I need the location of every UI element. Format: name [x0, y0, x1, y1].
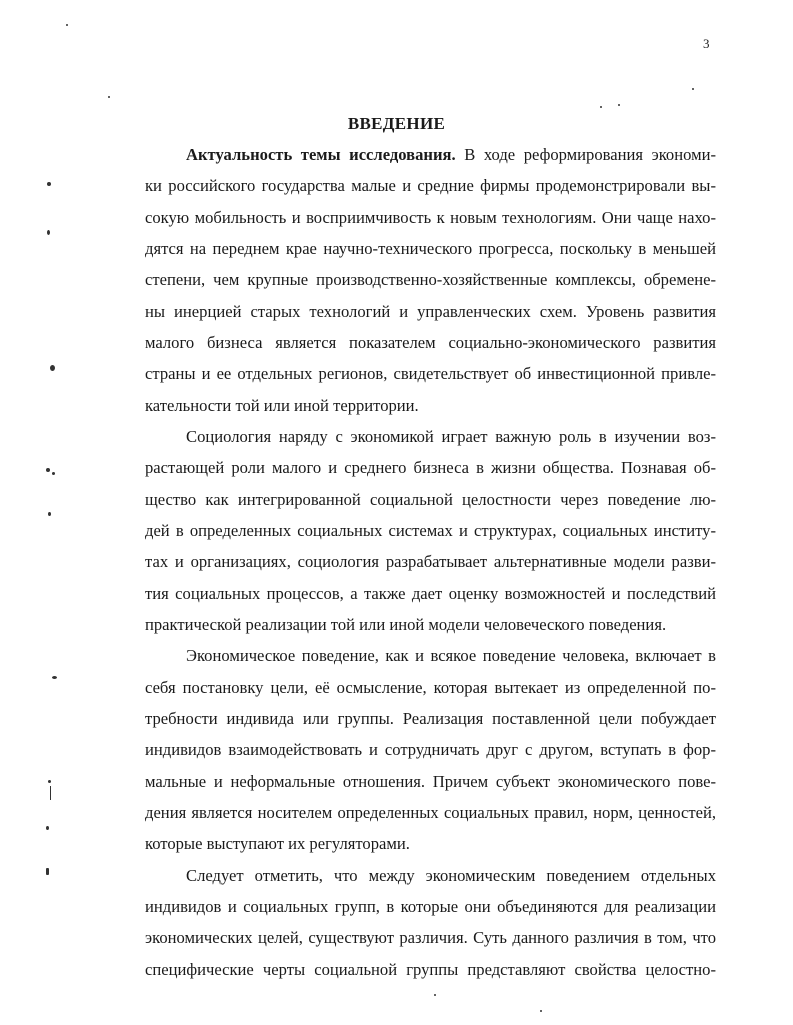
- scan-speck: [52, 676, 57, 679]
- lead-phrase: Актуальность темы исследования.: [186, 145, 456, 164]
- page-heading: ВВЕДЕНИЕ: [347, 114, 446, 133]
- text-line: себя постановку цели, её осмысление, которая вытекает из определенной по-: [145, 677, 716, 697]
- scan-speck: [66, 24, 68, 26]
- text-line: Социология наряду с экономикой играет важную роль в изучении воз-: [186, 426, 716, 446]
- text-line: требности индивида или группы. Реализация поставленной цели побуждает: [145, 708, 716, 728]
- scan-speck: [600, 106, 602, 108]
- text-line: степени, чем крупные производственно-хозяйственные комплексы, обремене-: [145, 270, 716, 290]
- scan-speck: [48, 780, 51, 783]
- text-line: тах и организациях, социология разрабатывает альтернативные модели разви-: [145, 552, 716, 572]
- scan-speck: [108, 96, 110, 98]
- text-line: экономических целей, существуют различия. Суть данного различия в том, что: [145, 928, 716, 948]
- scan-speck: [52, 472, 55, 475]
- text-line: Экономическое поведение, как и всякое поведение человека, включает в: [186, 646, 716, 666]
- text-line: сокую мобильность и восприимчивость к новым технологиям. Они чаще нахо-: [145, 207, 716, 227]
- scan-speck: [540, 1010, 542, 1012]
- text-line: индивидов и социальных групп, в которые они объединяются для реализации: [145, 896, 716, 916]
- text-line: ны инерцией старых технологий и управленческих схем. Уровень развития: [145, 301, 716, 321]
- text-line: мальные и неформальные отношения. Причем субъект экономического пове-: [145, 771, 716, 791]
- text-line: тия социальных процессов, а также дает оценку возможностей и последствий: [145, 583, 716, 603]
- text-line: дятся на переднем крае научно-технического прогресса, поскольку в меньшей: [145, 238, 716, 258]
- text-line: Актуальность темы исследования. В ходе реформирования экономи-: [186, 145, 716, 164]
- paragraph-1: [145, 139, 716, 421]
- scan-speck: [618, 104, 620, 106]
- text-line: практической реализации той или иной модели человеческого поведения.: [145, 614, 667, 634]
- text-line: дения является носителем определенных социальных правил, норм, ценностей,: [145, 802, 716, 822]
- text-line: растающей роли малого и среднего бизнеса в жизни общества. Познавая об-: [145, 458, 716, 478]
- text-line: кательности той или иной территории.: [145, 395, 419, 415]
- text-line: которые выступают их регуляторами.: [145, 834, 410, 854]
- page-number: 3: [703, 36, 710, 51]
- body-text: [145, 139, 716, 985]
- scan-speck: [46, 868, 49, 875]
- scan-speck: [47, 182, 51, 186]
- scan-speck: [50, 365, 55, 371]
- text-line: малого бизнеса является показателем социально-экономического развития: [145, 332, 716, 352]
- text-line: щество как интегрированной социальной целостности через поведение лю-: [145, 489, 716, 509]
- scan-speck: [692, 88, 694, 90]
- text-line: специфические черты социальной группы представляют свойства целостно-: [145, 959, 716, 979]
- paragraph-4: [145, 860, 716, 985]
- text-line: ки российского государства малые и средние фирмы продемонстрировали вы-: [145, 176, 716, 196]
- text-line: индивидов взаимодействовать и сотрудничать друг с другом, вступать в фор-: [145, 740, 716, 760]
- scan-speck: [434, 994, 436, 996]
- text-line: Следует отметить, что между экономическим поведением отдельных: [186, 865, 716, 885]
- text-line: дей в определенных социальных системах и структурах, социальных институ-: [145, 520, 716, 540]
- scan-speck: [50, 786, 51, 800]
- scan-speck: [48, 512, 51, 516]
- paragraph-3: [145, 640, 716, 859]
- scan-speck: [46, 826, 49, 830]
- paragraph-2: [145, 421, 716, 640]
- text-line: страны и ее отдельных регионов, свидетельствует об инвестиционной привле-: [145, 364, 716, 384]
- scan-speck: [46, 468, 50, 472]
- scan-speck: [47, 230, 50, 235]
